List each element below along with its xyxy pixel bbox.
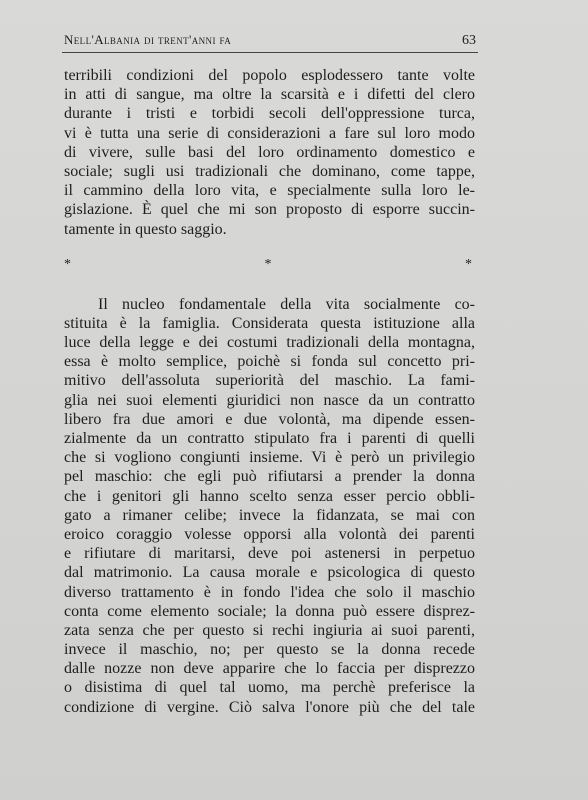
text-line: glia nei suoi elementi giuridici non nasce da un contratto [64, 391, 475, 409]
text-line: zata senza che per questo si rechi ingiuria ai suoi parenti, [64, 621, 475, 639]
text-line: dalle nozze non deve apparire che lo faccia per disprezzo [64, 660, 475, 678]
text-line: Il nucleo fondamentale della vita socialmente co- [98, 295, 475, 313]
text-line: condizione di vergine. Ciò salva l'onore più che del tale [64, 698, 475, 716]
text-line: diverso trattamento è in fondo l'idea che solo il maschio [64, 583, 475, 601]
text-line: il cammino della loro vita, e specialmente sulla loro le- [64, 182, 475, 200]
page-number: 63 [462, 33, 476, 48]
text-line: terribili condizioni del popolo esplodessero tante volte [64, 67, 475, 84]
running-title: Nell'Albania di trent'anni fa [64, 32, 232, 47]
text-line: sociale; sugli usi tradizionali che dominano, come tappe, [64, 162, 475, 180]
text-line: che i genitori gli hanno scelto senza esser percio obbli- [64, 487, 475, 505]
text-line: tamente in questo saggio. [64, 220, 227, 238]
text-line: zialmente da un contratto stipulato fra i parenti di quelli [64, 430, 475, 447]
text-line: essa è molto semplice, poichè si fonda sul concetto pri- [64, 353, 475, 371]
section-separator: * * * [64, 256, 475, 272]
text-line: o disistima di quel tal uomo, ma perchè preferisce la [64, 679, 475, 697]
text-line: di vivere, sulle basi del loro ordinamento domestico e [64, 143, 475, 161]
text-line: gislazione. È quel che mi son proposto di esporre succin- [64, 201, 475, 219]
paragraph-1 [64, 66, 475, 239]
paragraph-2 [64, 295, 475, 717]
body-text [64, 66, 475, 717]
text-line: gato a rimaner celibe; invece la fidanzata, se mai con [64, 506, 475, 524]
text-line: durante i tristi e torbidi secoli dell'oppressione turca, [64, 105, 475, 123]
running-header [64, 32, 476, 50]
text-line: invece il maschio, no; per questo se la donna recede [64, 641, 475, 659]
text-line: libero fra due amori e due volontà, ma dipende essen- [64, 410, 475, 428]
text-line: vi è tutta una serie di considerazioni a fare sul loro modo [64, 124, 475, 142]
text-line: stituita è la famiglia. Considerata questa istituzione alla [64, 314, 475, 332]
header-rule [62, 52, 478, 53]
text-line: dal matrimonio. La causa morale e psicologica di questo [64, 564, 475, 582]
text-line: conta come elemento sociale; la donna può essere disprez- [64, 602, 475, 620]
text-line: in atti di sangue, ma oltre la scarsità e i difetti del clero [64, 86, 475, 104]
text-line: luce della legge e dei costumi tradizionali della montagna, [64, 334, 475, 352]
text-line: e rifiutare di maritarsi, deve poi astenersi in perpetuo [64, 545, 475, 563]
text-line: che si vogliono congiunti insieme. Vi è però un privilegio [64, 449, 475, 467]
text-line: eroico coraggio volesse opporsi alla volontà dei parenti [64, 525, 475, 543]
text-line: mitivo dell'assoluta superiorità del maschio. La fami- [64, 372, 475, 390]
text-line: pel maschio: che egli può rifiutarsi a prender la donna [64, 468, 475, 486]
